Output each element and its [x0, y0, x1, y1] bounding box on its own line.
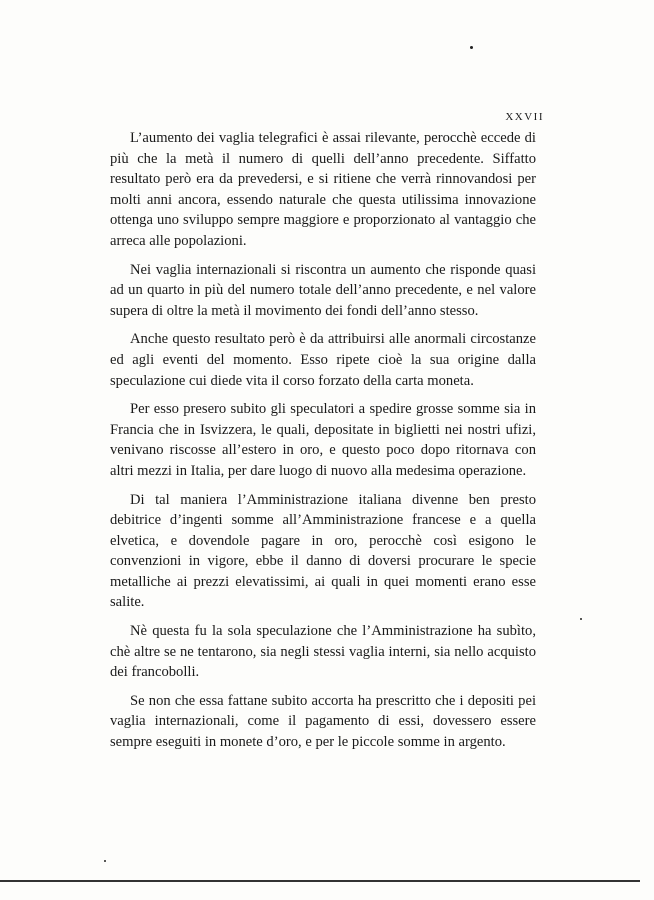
ink-speck	[470, 46, 473, 49]
paragraph-3: Anche questo resultato però è da attribuirsi alle anormali circostanze ed agli eventi del momento. Esso ripete cioè la sua origine dalla speculazione cui diede vita il corso forzato della carta moneta.	[110, 331, 536, 389]
ink-speck	[104, 860, 106, 862]
paragraph-1: L’aumento dei vaglia telegrafici è assai rilevante, perocchè eccede di più che la metà il numero di quelli dell’anno precedente. Siffatto resultato però era da prevedersi, e si ritiene che verrà rinnovandosi per molti anni ancora, essendo naturale che questa utilissima innovazione ottenga uno sviluppo sempre maggiore e proporzionato al vantaggio che arreca alle popolazioni.	[110, 130, 536, 249]
ink-speck	[580, 618, 582, 620]
paragraph-2: Nei vaglia internazionali si riscontra un aumento che risponde quasi ad un quarto in più del numero totale dell’anno precedente, e nel valore supera di oltre la metà il movimento dei fondi dell’anno stesso.	[110, 261, 536, 319]
paragraph-4: Per esso presero subito gli speculatori a spedire grosse somme sia in Francia che in Isvizzera, le quali, depositate in biglietti nei nostri ufizi, venivano riscosse all’estero in oro, e questo poco dopo ritornava con altri mezzi in Italia, per dare luogo di nuovo alla medesima operazione.	[110, 401, 536, 479]
body-text	[110, 128, 536, 761]
paragraph-5: Di tal maniera l’Amministrazione italiana divenne ben presto debitrice d’ingenti somme all’Amministrazione francese e a quella elvetica, e dovendole pagare in oro, perocchè così esigono le convenzioni in vigore, ebbe il danno di doversi procurare le specie metalliche ai prezzi elevatissimi, ai quali in quei momenti erano esse salite.	[110, 491, 536, 611]
paragraph-6: Nè questa fu la sola speculazione che l’Amministrazione ha subìto, chè altre se ne tentarono, sia negli stessi vaglia interni, sia nello acquisto dei francobolli.	[110, 623, 536, 681]
paragraph-7: Se non che essa fattane subito accorta ha prescritto che i depositi pei vaglia internazionali, come il pagamento di essi, dovessero essere sempre eseguiti in monete d’oro, e per le piccole somme in argento.	[110, 692, 536, 751]
page-number: XXVII	[505, 111, 544, 123]
bottom-rule	[0, 880, 640, 882]
